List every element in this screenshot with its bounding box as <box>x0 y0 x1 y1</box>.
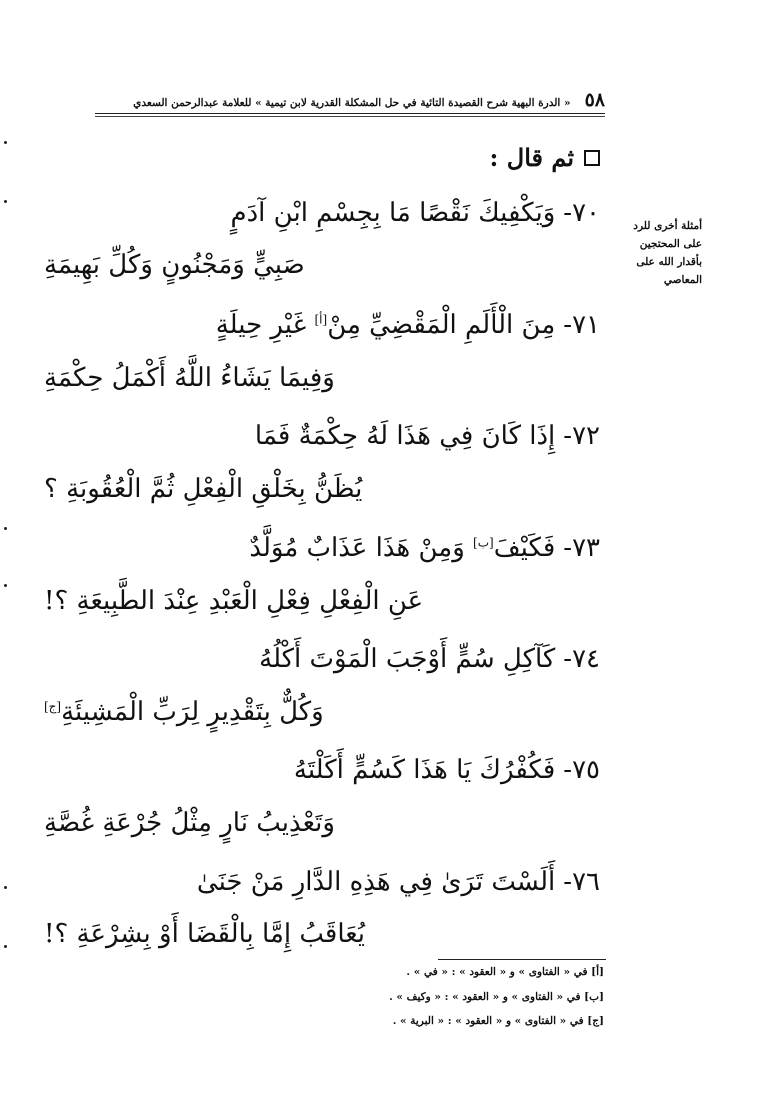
verse-text: مِنَ الْأَلَمِ الْمَقْضِيِّ مِنْ <box>327 310 556 340</box>
verse-line-first <box>249 535 600 561</box>
verse-number: ٧٤- <box>563 644 600 674</box>
section-heading <box>490 143 600 172</box>
verse-text: كَآكِلِ سُمٍّ أَوْجَبَ الْمَوْتَ أَكْلُهُ <box>259 644 556 674</box>
running-title: « الدرة البهية شرح القصيدة التائية في حل المشكلة القدرية لابن تيمية » للعلامة عبدالرحمن السعدي <box>133 96 571 109</box>
verse-line-second <box>44 588 423 614</box>
verse-text: صَبِيٍّ وَمَجْنُونٍ وَكُلِّ بَهِيمَةِ <box>44 250 305 280</box>
verse-line-first <box>259 646 600 672</box>
verse-line-second <box>44 476 362 502</box>
footnote-marker: [أ] <box>314 312 328 327</box>
verse-line-second <box>44 365 335 391</box>
verse-text: وَكُلٌّ بِتَقْدِيرٍ لِرَبِّ الْمَشِيئَةِ <box>61 697 324 727</box>
verse-number: ٧٣- <box>563 533 600 563</box>
footnote-marker: [ج] <box>44 699 62 714</box>
verse-line-second <box>44 699 324 725</box>
scan-mark <box>4 584 7 587</box>
footnote-marker: [ب] <box>473 535 494 550</box>
scan-mark <box>4 945 7 948</box>
section-heading-text: ثم قال : <box>489 143 574 172</box>
page-number: ٥٨ <box>584 89 605 111</box>
footnote: [أ] في « الفتاوى » و « العقود » : « في » . <box>406 966 604 978</box>
verse-line-first <box>231 200 601 226</box>
square-bullet-icon <box>584 150 600 166</box>
footnote-rule <box>438 959 606 960</box>
footnote: [ج] في « الفتاوى » و « العقود » : « البرية » . <box>392 1015 604 1027</box>
verse-text: وَمِنْ هَذَا عَذَابٌ مُوَلَّدٌ <box>249 533 474 563</box>
verse-line-second <box>44 252 305 278</box>
verse-number: ٧٠- <box>563 198 600 228</box>
verse-number: ٧١- <box>563 310 600 340</box>
scan-mark <box>4 527 7 530</box>
footnote: [ب] في « الفتاوى » و « العقود » : « وكيف » . <box>389 991 604 1003</box>
margin-note-line: المعاصي <box>663 273 702 286</box>
verse-text: يُعَاقَبُ إِمَّا بِالْقَضَا أَوْ بِشِرْعَةِ ؟! <box>44 919 366 949</box>
scan-mark <box>4 141 7 144</box>
verse-line-first <box>255 423 600 449</box>
scan-mark <box>4 200 7 203</box>
verse-number: ٧٥- <box>563 755 600 785</box>
verse-text: وَتَعْذِيبُ نَارٍ مِثْلُ جُرْعَةِ غُصَّةِ <box>44 808 335 838</box>
verse-line-first <box>197 869 600 895</box>
verse-line-first <box>216 312 600 338</box>
verse-text: وَيَكْفِيكَ نَقْصًا مَا بِجِسْمِ ابْنِ آدَمٍ <box>230 198 556 228</box>
margin-note-line: أمثلة أخرى للرد <box>633 220 702 232</box>
verse-line-second <box>44 810 335 836</box>
margin-note <box>612 218 702 289</box>
verse-number: ٧٦- <box>563 867 600 897</box>
verse-text: غَيْرِ حِيلَةٍ <box>215 310 315 340</box>
verse-text: فَكُفْرُكَ يَا هَذَا كَسُمٍّ أَكَلْتَهُ <box>293 755 556 785</box>
verse-text: إِذَا كَانَ فِي هَذَا لَهُ حِكْمَةٌ فَمَا <box>254 421 556 451</box>
verse-text: عَنِ الْفِعْلِ فِعْلِ الْعَبْدِ عِنْدَ الطَّبِيعَةِ ؟! <box>44 586 424 616</box>
page-header <box>95 84 605 110</box>
verse-number: ٧٢- <box>563 421 600 451</box>
margin-note-line: على المحتجين <box>639 237 702 250</box>
header-rule <box>95 113 605 114</box>
verse-line-first <box>294 757 600 783</box>
margin-note-line: بأقدار الله على <box>636 255 702 268</box>
scan-mark <box>4 886 7 889</box>
verse-text: فَكَيْفَ <box>493 533 556 563</box>
header-rule-thin <box>95 116 605 117</box>
verse-line-second <box>44 921 365 947</box>
verse-text: وَفِيمَا يَشَاءُ اللَّهُ أَكْمَلُ حِكْمَةِ <box>44 363 335 393</box>
verse-text: أَلَسْتَ تَرَىٰ فِي هَذِهِ الدَّارِ مَنْ جَنَىٰ <box>196 867 556 897</box>
verse-text: يُظَنُّ بِخَلْقِ الْفِعْلِ ثُمَّ الْعُقُوبَةِ ؟ <box>44 474 363 504</box>
